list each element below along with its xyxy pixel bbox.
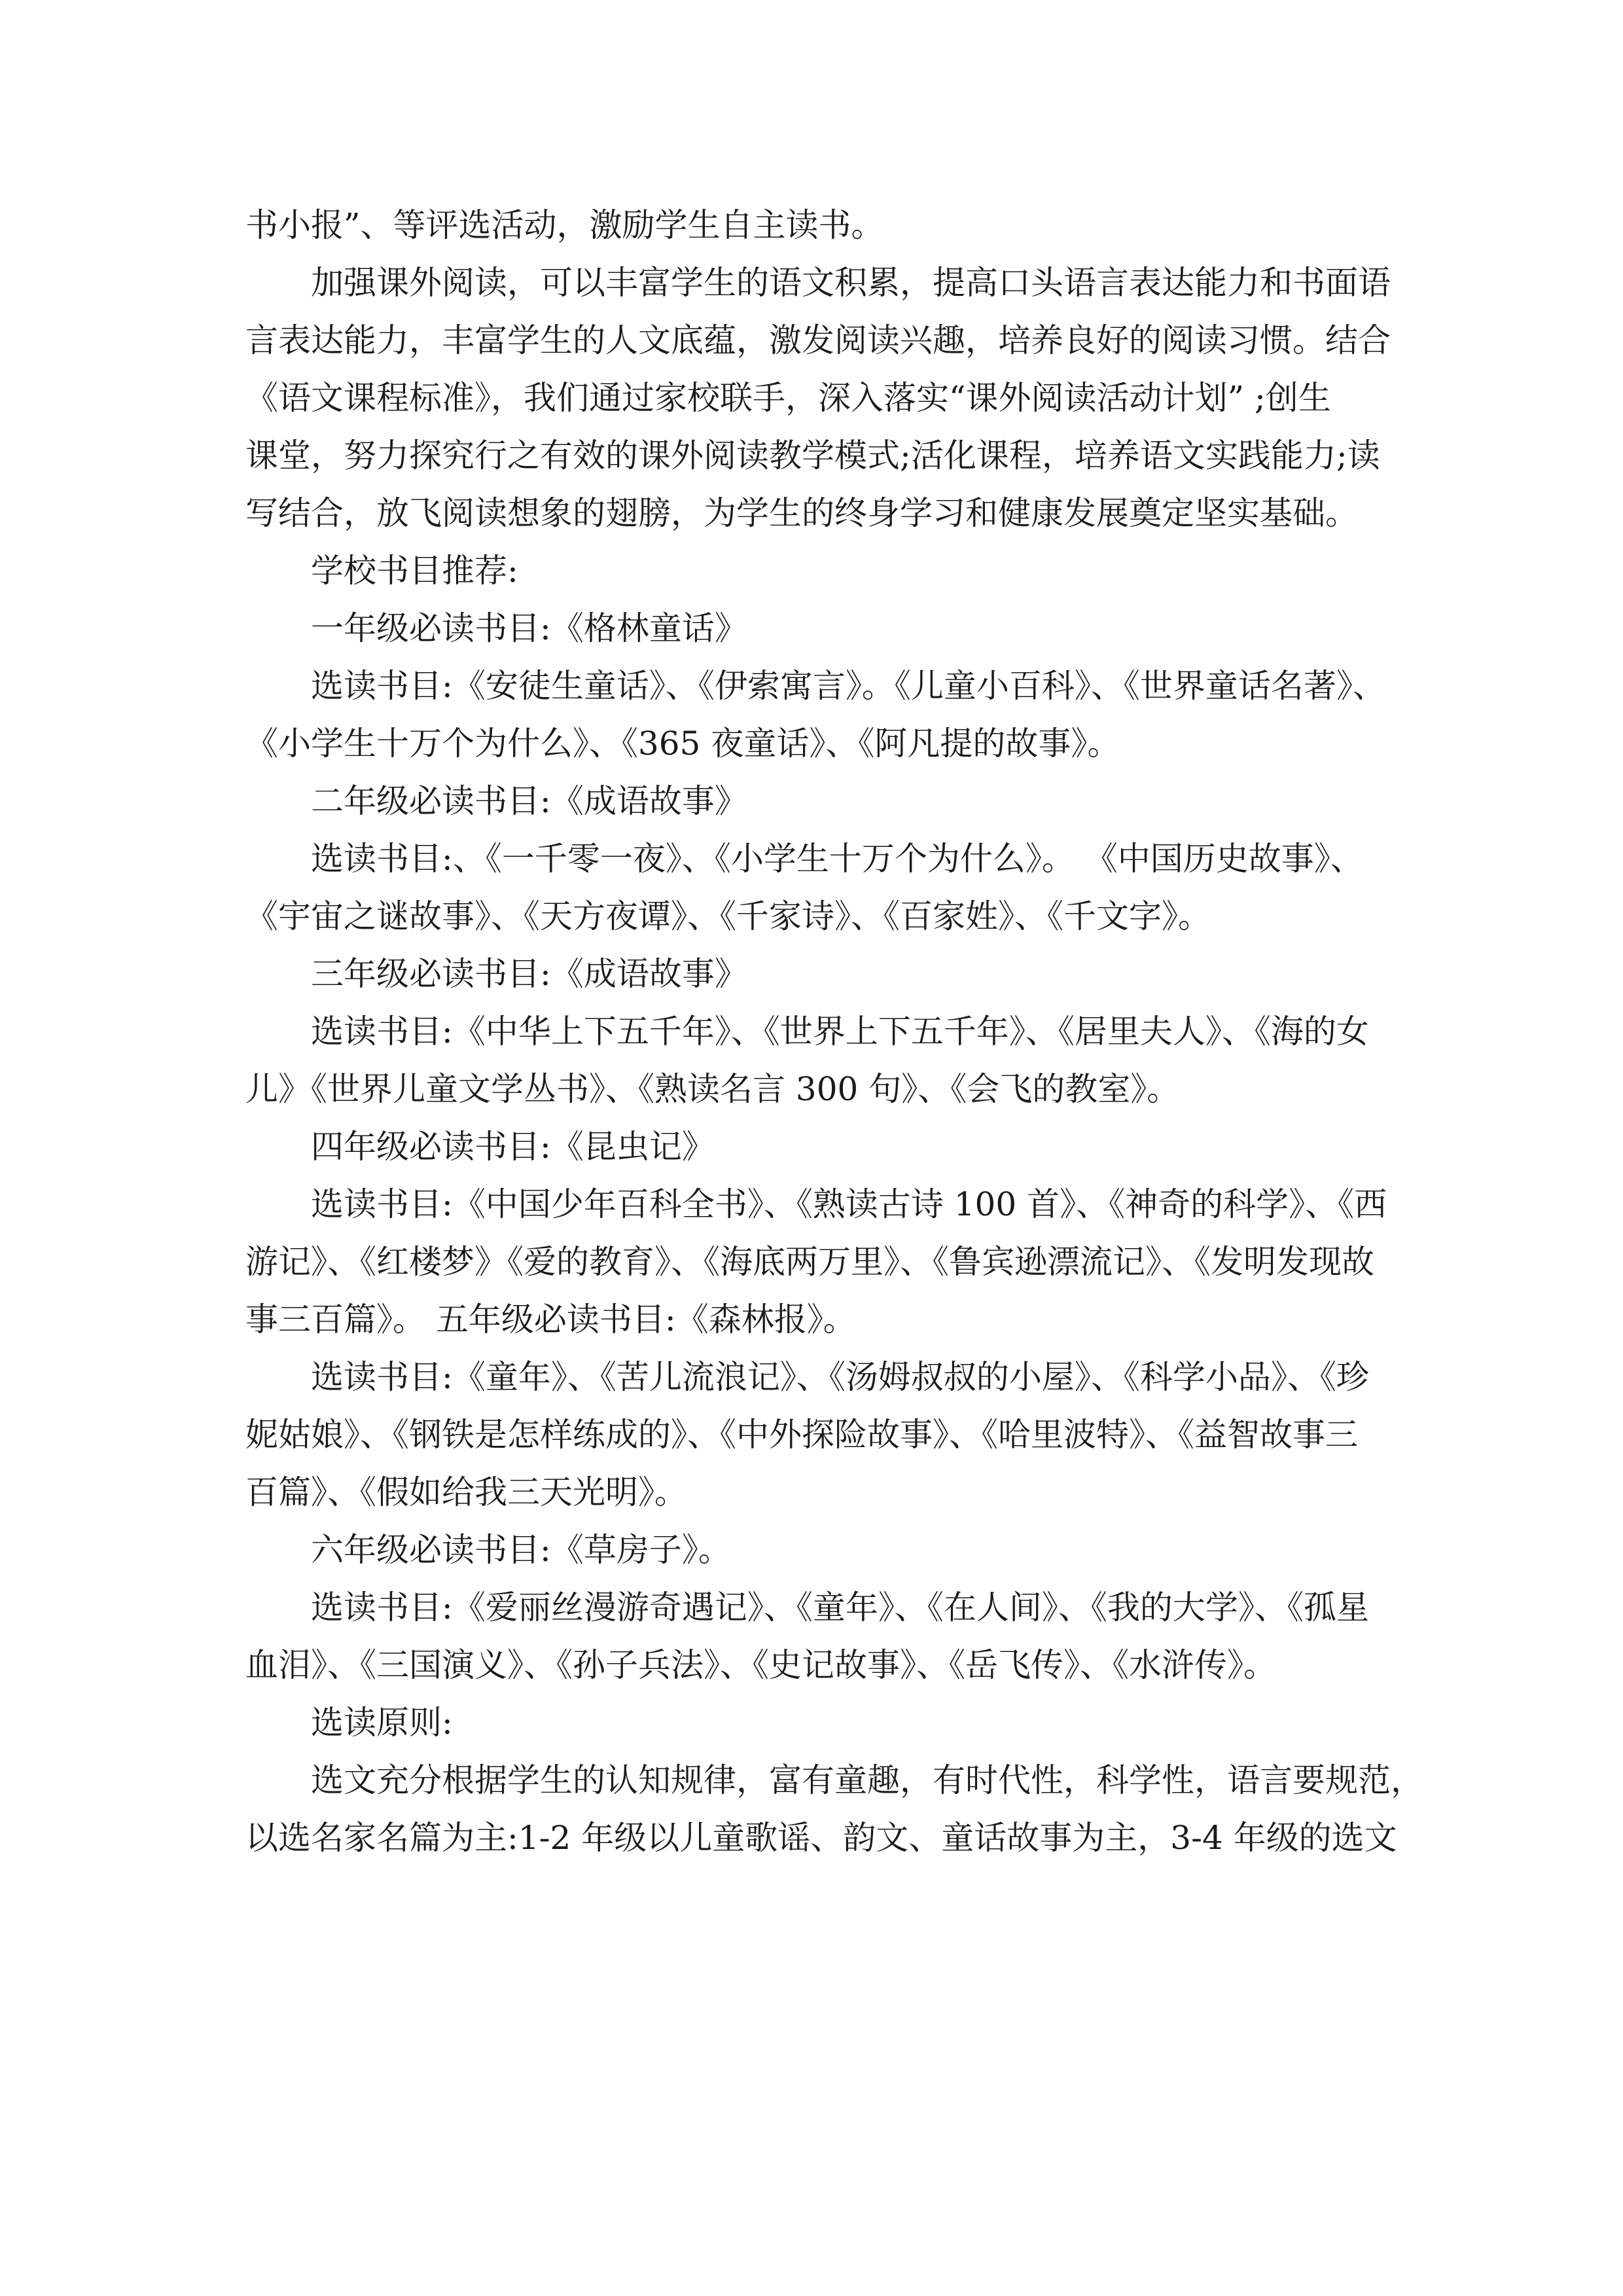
text-line: 选文充分根据学生的认知规律，富有童趣，有时代性，科学性，语言要规范， xyxy=(311,1761,1423,1799)
text-line: 写结合，放飞阅读想象的翅膀，为学生的终身学习和健康发展奠定坚实基础。 xyxy=(245,494,1358,532)
text-line: 选读书目:《童年》、《苦儿流浪记》、《汤姆叔叔的小屋》、《科学小品》、《珍 xyxy=(311,1358,1369,1396)
text-line: 《宇宙之谜故事》、《天方夜谭》、《千家诗》、《百家姓》、《千文字》。 xyxy=(245,897,1211,935)
text-line: 选读书目:《中国少年百科全书》、《熟读古诗 100 首》、《神奇的科学》、《西 xyxy=(311,1185,1387,1223)
text-line: 书小报”、等评选活动，激励学生自主读书。 xyxy=(245,206,884,244)
text-line: 以选名家名篇为主:1-2 年级以儿童歌谣、韵文、童话故事为主，3-4 年级的选文 xyxy=(245,1819,1397,1857)
text-line: 四年级必读书目:《昆虫记》 xyxy=(311,1128,715,1166)
text-line: 一年级必读书目:《格林童话》 xyxy=(311,609,747,647)
text-line: 选读书目:、《一千零一夜》、《小学生十万个为什么》。 《中国历史故事》、 xyxy=(311,840,1363,878)
text-line: 事三百篇》。 五年级必读书目:《森林报》。 xyxy=(245,1300,856,1338)
text-line: 课堂，努力探究行之有效的课外阅读教学模式;活化课程，培养语文实践能力;读 xyxy=(245,437,1380,475)
text-line: 加强课外阅读，可以丰富学生的语文积累，提高口头语言表达能力和书面语 xyxy=(311,264,1391,302)
body-text xyxy=(245,196,1423,1867)
section-heading: 学校书目推荐: xyxy=(311,552,518,590)
text-line: 二年级必读书目:《成语故事》 xyxy=(311,782,747,820)
text-line: 选读书目:《爱丽丝漫游奇遇记》、《童年》、《在人间》、《我的大学》、《孤星 xyxy=(311,1588,1369,1626)
text-line: 《小学生十万个为什么》、《365 夜童话》、《阿凡提的故事》。 xyxy=(245,725,1120,762)
text-line: 选读书目:《安徒生童话》、《伊索寓言》。《儿童小百科》、《世界童话名著》、 xyxy=(311,667,1385,705)
text-line: 言表达能力，丰富学生的人文底蕴，激发阅读兴趣，培养良好的阅读习惯。结合 xyxy=(245,321,1391,359)
section-heading: 选读原则: xyxy=(311,1704,453,1742)
text-line: 妮姑娘》、《钢铁是怎样练成的》、《中外探险故事》、《哈里波特》、《益智故事三 xyxy=(245,1416,1358,1454)
text-line: 三年级必读书目:《成语故事》 xyxy=(311,955,747,993)
text-line: 《语文课程标准》，我们通过家校联手，深入落实“课外阅读活动计划” ;创生 xyxy=(245,379,1331,417)
text-line: 儿》《世界儿童文学丛书》、《熟读名言 300 句》、《会飞的教室》。 xyxy=(245,1070,1180,1108)
text-line: 百篇》、《假如给我三天光明》。 xyxy=(245,1473,687,1511)
text-line: 游记》、《红楼梦》《爱的教育》、《海底两万里》、《鲁宾逊漂流记》、《发明发现故 xyxy=(245,1243,1374,1281)
text-line: 六年级必读书目:《草房子》。 xyxy=(311,1531,731,1569)
text-line: 选读书目:《中华上下五千年》、《世界上下五千年》、《居里夫人》、《海的女 xyxy=(311,1013,1369,1050)
text-line: 血泪》、《三国演义》、《孙子兵法》、《史记故事》、《岳飞传》、《水浒传》。 xyxy=(245,1646,1276,1684)
